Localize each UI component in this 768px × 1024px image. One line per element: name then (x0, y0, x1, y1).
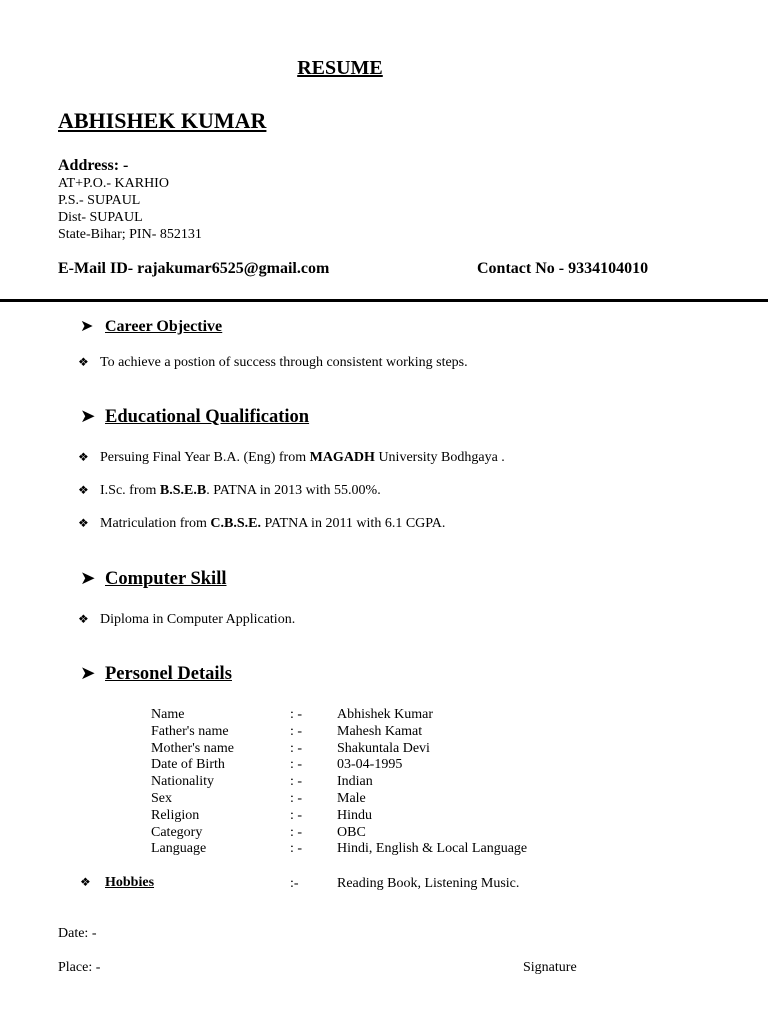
section-computer-skill (80, 568, 226, 590)
list-item-bold: B.S.E.B (159, 483, 207, 498)
section-heading: Career Objective (105, 318, 223, 335)
section-career-objective (80, 316, 222, 336)
detail-label: Nationality (151, 774, 214, 790)
detail-value: Male (337, 791, 366, 806)
header-divider (0, 299, 768, 302)
detail-value: Hindu (337, 807, 372, 823)
detail-separator: : - (290, 807, 303, 823)
diamond-bullet-icon: ❖ (78, 355, 89, 369)
detail-value: Hindi, English & Local Language (337, 841, 528, 857)
section-heading: Computer Skill (105, 569, 227, 589)
diamond-bullet-icon: ❖ (78, 612, 89, 626)
arrow-right-icon: ➤ (80, 664, 96, 684)
arrow-right-icon: ➤ (80, 569, 96, 589)
list-item (78, 450, 505, 466)
detail-label: Date of Birth (151, 757, 225, 773)
detail-separator: : - (290, 723, 303, 739)
detail-separator: : - (290, 841, 303, 857)
list-item (78, 612, 295, 628)
signature-label: Signature (523, 960, 577, 975)
list-item-text: . PATNA in 2013 with 55.00%. (206, 483, 381, 498)
hobbies-separator: :- (290, 876, 299, 891)
list-item (78, 516, 445, 532)
diamond-bullet-icon: ❖ (80, 875, 91, 889)
detail-label: Category (151, 824, 203, 840)
list-item-text: Persuing Final Year B.A. (Eng) from (100, 450, 310, 465)
diamond-bullet-icon: ❖ (78, 516, 89, 530)
document-title: RESUME (297, 57, 383, 79)
contact-number: Contact No - 9334104010 (477, 260, 649, 277)
place-field: Place: - (58, 960, 101, 975)
detail-label: Language (151, 841, 207, 857)
detail-separator: : - (290, 707, 303, 722)
email: E-Mail ID- rajakumar6525@gmail.com (58, 260, 330, 277)
section-heading: Educational Qualification (105, 407, 310, 427)
section-personal-details (80, 663, 232, 685)
applicant-name: ABHISHEK KUMAR (58, 108, 267, 133)
detail-label: Sex (151, 791, 172, 806)
detail-value: Indian (337, 774, 373, 790)
hobbies-label: Hobbies (105, 875, 155, 890)
detail-value: 03-04-1995 (337, 757, 403, 773)
diamond-bullet-icon: ❖ (78, 450, 89, 464)
list-item-bold: C.B.S.E. (210, 516, 261, 531)
list-item-bold: MAGADH (309, 450, 375, 465)
detail-separator: : - (290, 774, 303, 790)
list-item-text: Diploma in Computer Application. (100, 612, 296, 627)
list-item (78, 483, 381, 499)
list-item-text: To achieve a postion of success through consistent working steps. (100, 355, 468, 370)
section-education (80, 406, 309, 428)
list-item (78, 355, 468, 371)
diamond-bullet-icon: ❖ (78, 483, 89, 497)
address-line: Dist- SUPAUL (58, 210, 143, 225)
date-field: Date: - (58, 926, 97, 941)
list-item-text: I.Sc. from (100, 483, 160, 498)
arrow-right-icon: ➤ (80, 407, 96, 427)
hobbies-value: Reading Book, Listening Music. (337, 876, 520, 891)
address-label: Address: - (58, 157, 129, 174)
list-item-text: PATNA in 2011 with 6.1 CGPA. (261, 516, 446, 531)
detail-value: Abhishek Kumar (337, 707, 434, 722)
detail-separator: : - (290, 757, 303, 773)
arrow-right-icon: ➤ (80, 318, 94, 335)
hobbies-item (80, 875, 154, 891)
detail-value: Shakuntala Devi (337, 740, 430, 756)
detail-label: Name (151, 707, 185, 722)
address-line: AT+P.O.- KARHIO (58, 176, 169, 191)
detail-label: Father's name (151, 723, 229, 739)
list-item-text: University Bodhgaya . (374, 450, 505, 465)
list-item-text: Matriculation from (100, 516, 211, 531)
detail-value: Mahesh Kamat (337, 723, 423, 739)
address-line: State-Bihar; PIN- 852131 (58, 227, 202, 242)
detail-separator: : - (290, 791, 303, 806)
address-line: P.S.- SUPAUL (58, 193, 141, 208)
detail-label: Religion (151, 807, 200, 823)
detail-value: OBC (337, 824, 366, 840)
detail-separator: : - (290, 740, 303, 756)
detail-label: Mother's name (151, 740, 235, 756)
detail-separator: : - (290, 824, 303, 840)
section-heading: Personel Details (105, 664, 232, 684)
